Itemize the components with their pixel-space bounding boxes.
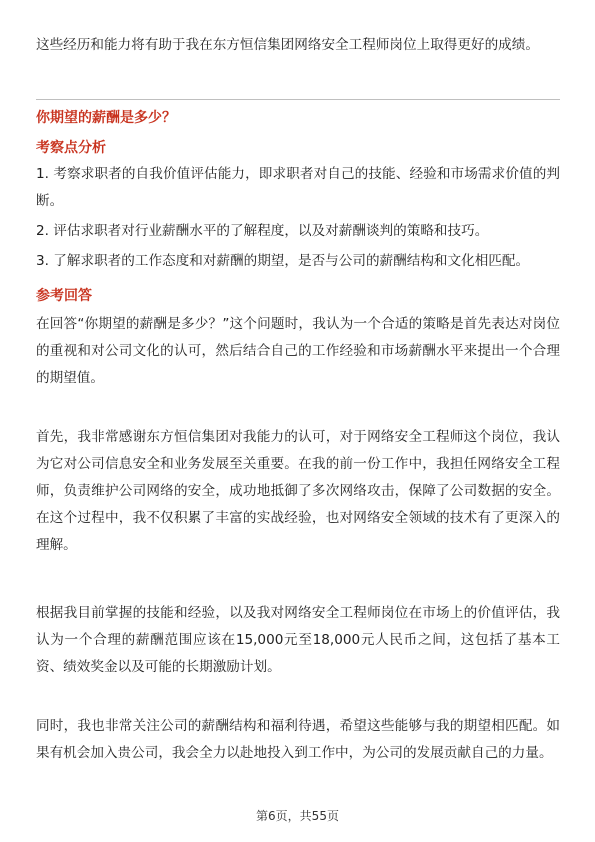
answer-paragraph-3: 根据我目前掌握的技能和经验，以及我对网络安全工程师岗位在市场上的价值评估，我认为一个合理的薪酬范围应该在15,000元至18,000元人民币之间，这包括了基本工资、绩效奖金以及可能的长期激励计划。	[36, 605, 560, 675]
analysis-point-1: 1. 考察求职者的自我价值评估能力，即求职者对自己的技能、经验和市场需求价值的判断。	[36, 166, 560, 209]
analysis-point-3: 3. 了解求职者的工作态度和对薪酬的期望，是否与公司的薪酬结构和文化相匹配。	[36, 253, 530, 269]
intro-tail-paragraph: 这些经历和能力将有助于我在东方恒信集团网络安全工程师岗位上取得更好的成绩。	[36, 37, 539, 53]
section-divider	[36, 99, 560, 100]
page-footer: 第6页，共55页	[256, 809, 339, 823]
analysis-heading: 考察点分析	[36, 140, 106, 156]
answer-paragraph-2: 首先，我非常感谢东方恒信集团对我能力的认可，对于网络安全工程师这个岗位，我认为它对公司信息安全和业务发展至关重要。在我的前一份工作中，我担任网络安全工程师，负责维护公司网络的安全，成功地抵御了多次网络攻击，保障了公司数据的安全。在这个过程中，我不仅积累了丰富的实战经验，也对网络安全领域的技术有了更深入的理解。	[36, 429, 560, 553]
question-heading: 你期望的薪酬是多少？	[36, 110, 176, 126]
answer-paragraph-1: 在回答“你期望的薪酬是多少？”这个问题时，我认为一个合适的策略是首先表达对岗位的重视和对公司文化的认可，然后结合自己的工作经验和市场薪酬水平来提出一个合理的期望值。	[36, 316, 560, 386]
answer-heading: 参考回答	[36, 288, 92, 304]
analysis-point-2: 2. 评估求职者对行业薪酬水平的了解程度，以及对薪酬谈判的策略和技巧。	[36, 223, 489, 239]
answer-paragraph-4: 同时，我也非常关注公司的薪酬结构和福利待遇，希望这些能够与我的期望相匹配。如果有机会加入贵公司，我会全力以赴地投入到工作中，为公司的发展贡献自己的力量。	[36, 718, 560, 761]
